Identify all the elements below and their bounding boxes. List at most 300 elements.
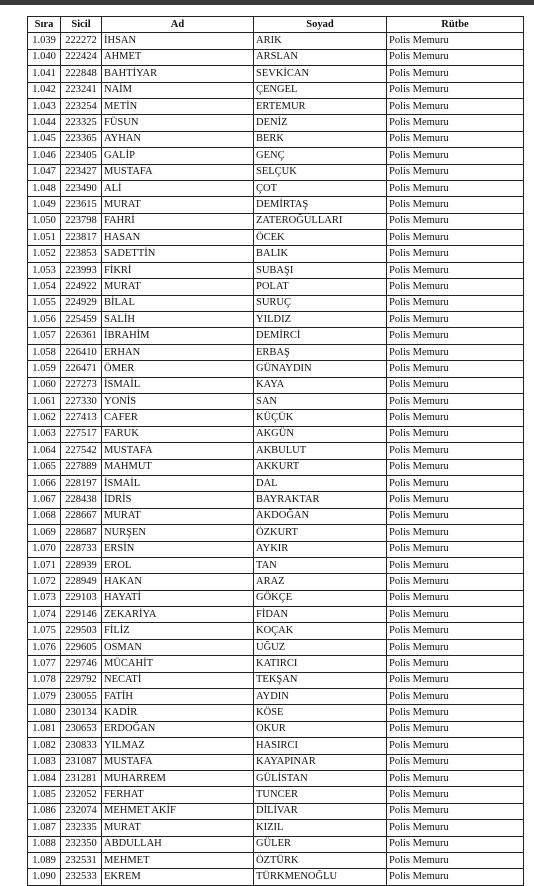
cell-sicil: 223325 [61,115,102,131]
cell-soyad: BALIK [254,246,387,262]
cell-rutbe: Polis Memuru [387,262,524,278]
cell-sira: 1.080 [28,705,61,721]
cell-soyad: SEVKİCAN [254,66,387,82]
table-row [28,98,524,114]
table-row [28,443,524,459]
header-ad: Ad [102,17,254,33]
cell-soyad: ARAZ [254,574,387,590]
cell-sicil: 229503 [61,623,102,639]
cell-soyad: TUNCER [254,787,387,803]
cell-rutbe: Polis Memuru [387,639,524,655]
table-row [28,213,524,229]
cell-rutbe: Polis Memuru [387,574,524,590]
cell-sicil: 224922 [61,279,102,295]
cell-sicil: 228733 [61,541,102,557]
cell-ad: YILMAZ [102,738,254,754]
cell-sicil: 230833 [61,738,102,754]
cell-sira: 1.067 [28,492,61,508]
cell-sicil: 227330 [61,393,102,409]
table-row [28,803,524,819]
cell-sira: 1.042 [28,82,61,98]
cell-sicil: 229146 [61,607,102,623]
cell-soyad: OKUR [254,721,387,737]
cell-sira: 1.048 [28,180,61,196]
table-row [28,623,524,639]
cell-sira: 1.068 [28,508,61,524]
cell-soyad: SAN [254,393,387,409]
cell-soyad: YILDIZ [254,312,387,328]
cell-rutbe: Polis Memuru [387,623,524,639]
table-row [28,361,524,377]
cell-rutbe: Polis Memuru [387,738,524,754]
cell-rutbe: Polis Memuru [387,180,524,196]
cell-sira: 1.084 [28,770,61,786]
cell-sicil: 223405 [61,148,102,164]
cell-ad: YONİS [102,393,254,409]
table-row [28,82,524,98]
cell-ad: ERSİN [102,541,254,557]
cell-rutbe: Polis Memuru [387,836,524,852]
table-row [28,689,524,705]
cell-sira: 1.045 [28,131,61,147]
table-row [28,197,524,213]
table-row [28,656,524,672]
cell-rutbe: Polis Memuru [387,344,524,360]
cell-rutbe: Polis Memuru [387,705,524,721]
cell-sira: 1.081 [28,721,61,737]
cell-sicil: 222848 [61,66,102,82]
cell-ad: EROL [102,557,254,573]
cell-sira: 1.047 [28,164,61,180]
table-row [28,820,524,836]
cell-sira: 1.057 [28,328,61,344]
cell-sicil: 229103 [61,590,102,606]
cell-soyad: AKBULUT [254,443,387,459]
cell-rutbe: Polis Memuru [387,869,524,885]
table-row [28,393,524,409]
cell-ad: ERDOĞAN [102,721,254,737]
cell-sicil: 230134 [61,705,102,721]
cell-sicil: 223993 [61,262,102,278]
cell-rutbe: Polis Memuru [387,689,524,705]
cell-sira: 1.046 [28,148,61,164]
cell-sicil: 223254 [61,98,102,114]
table-row [28,754,524,770]
cell-soyad: ERBAŞ [254,344,387,360]
cell-soyad: SUBAŞI [254,262,387,278]
cell-sicil: 227413 [61,410,102,426]
table-row [28,787,524,803]
cell-sicil: 225459 [61,312,102,328]
cell-ad: CAFER [102,410,254,426]
cell-soyad: KAYA [254,377,387,393]
cell-rutbe: Polis Memuru [387,279,524,295]
cell-soyad: POLAT [254,279,387,295]
table-row [28,279,524,295]
cell-sira: 1.075 [28,623,61,639]
cell-rutbe: Polis Memuru [387,672,524,688]
table-row [28,33,524,49]
table-row [28,705,524,721]
table-body [28,33,524,885]
cell-soyad: TÜRKMENOĞLU [254,869,387,885]
cell-sira: 1.054 [28,279,61,295]
cell-rutbe: Polis Memuru [387,164,524,180]
cell-ad: MUSTAFA [102,164,254,180]
cell-ad: MUHARREM [102,770,254,786]
cell-sira: 1.074 [28,607,61,623]
cell-sicil: 224929 [61,295,102,311]
cell-rutbe: Polis Memuru [387,721,524,737]
cell-sicil: 229605 [61,639,102,655]
cell-rutbe: Polis Memuru [387,852,524,868]
table-row [28,525,524,541]
cell-ad: MEHMET AKİF [102,803,254,819]
cell-sicil: 232052 [61,787,102,803]
cell-rutbe: Polis Memuru [387,131,524,147]
cell-rutbe: Polis Memuru [387,295,524,311]
table-row [28,295,524,311]
table-row [28,377,524,393]
cell-ad: METİN [102,98,254,114]
table-row [28,459,524,475]
cell-sicil: 232533 [61,869,102,885]
cell-sira: 1.090 [28,869,61,885]
cell-ad: ÖMER [102,361,254,377]
cell-rutbe: Polis Memuru [387,557,524,573]
cell-ad: MURAT [102,820,254,836]
cell-ad: HAKAN [102,574,254,590]
cell-soyad: BERK [254,131,387,147]
cell-rutbe: Polis Memuru [387,754,524,770]
cell-sira: 1.051 [28,230,61,246]
cell-ad: HASAN [102,230,254,246]
cell-sira: 1.089 [28,852,61,868]
cell-sira: 1.077 [28,656,61,672]
cell-ad: GALİP [102,148,254,164]
cell-soyad: KATIRCI [254,656,387,672]
personnel-table [27,16,524,886]
cell-sira: 1.066 [28,475,61,491]
cell-ad: İHSAN [102,33,254,49]
cell-rutbe: Polis Memuru [387,328,524,344]
cell-ad: ZEKARİYA [102,607,254,623]
cell-soyad: ERTEMUR [254,98,387,114]
table-row [28,246,524,262]
table-row [28,49,524,65]
table-row [28,738,524,754]
cell-ad: ERHAN [102,344,254,360]
cell-rutbe: Polis Memuru [387,443,524,459]
cell-rutbe: Polis Memuru [387,98,524,114]
cell-soyad: KAYAPINAR [254,754,387,770]
cell-rutbe: Polis Memuru [387,410,524,426]
cell-sira: 1.088 [28,836,61,852]
cell-sicil: 228438 [61,492,102,508]
cell-rutbe: Polis Memuru [387,33,524,49]
cell-rutbe: Polis Memuru [387,213,524,229]
table-row [28,492,524,508]
cell-sicil: 223798 [61,213,102,229]
cell-sira: 1.053 [28,262,61,278]
cell-soyad: AYKIR [254,541,387,557]
cell-sira: 1.043 [28,98,61,114]
cell-sicil: 227273 [61,377,102,393]
table-row [28,836,524,852]
cell-ad: NECATİ [102,672,254,688]
cell-soyad: GÜLİSTAN [254,770,387,786]
cell-soyad: AKGÜN [254,426,387,442]
table-row [28,410,524,426]
cell-ad: OSMAN [102,639,254,655]
cell-sicil: 230055 [61,689,102,705]
table-row [28,541,524,557]
cell-sira: 1.061 [28,393,61,409]
cell-sicil: 222424 [61,49,102,65]
cell-soyad: SURUÇ [254,295,387,311]
cell-soyad: BAYRAKTAR [254,492,387,508]
table-row [28,770,524,786]
table-header-row [28,17,524,33]
cell-sira: 1.050 [28,213,61,229]
table-row [28,344,524,360]
cell-ad: MEHMET [102,852,254,868]
cell-soyad: ARSLAN [254,49,387,65]
table-row [28,230,524,246]
cell-ad: HAYATİ [102,590,254,606]
cell-sicil: 232350 [61,836,102,852]
cell-sira: 1.058 [28,344,61,360]
cell-ad: ALİ [102,180,254,196]
cell-rutbe: Polis Memuru [387,508,524,524]
cell-sicil: 226410 [61,344,102,360]
cell-soyad: KIZIL [254,820,387,836]
cell-rutbe: Polis Memuru [387,148,524,164]
cell-soyad: SELÇUK [254,164,387,180]
cell-sicil: 228949 [61,574,102,590]
cell-soyad: GÖKÇE [254,590,387,606]
cell-ad: İDRİS [102,492,254,508]
header-rutbe: Rütbe [387,17,524,33]
cell-rutbe: Polis Memuru [387,803,524,819]
cell-soyad: DEMİRCİ [254,328,387,344]
cell-sicil: 232531 [61,852,102,868]
cell-sicil: 222272 [61,33,102,49]
cell-sicil: 230653 [61,721,102,737]
cell-sira: 1.063 [28,426,61,442]
table-row [28,869,524,885]
cell-ad: FİLİZ [102,623,254,639]
cell-rutbe: Polis Memuru [387,770,524,786]
table-row [28,574,524,590]
cell-ad: AYHAN [102,131,254,147]
cell-sicil: 229746 [61,656,102,672]
cell-sicil: 226361 [61,328,102,344]
cell-sicil: 226471 [61,361,102,377]
table-row [28,180,524,196]
cell-rutbe: Polis Memuru [387,492,524,508]
cell-soyad: GÜLER [254,836,387,852]
table-row [28,312,524,328]
table-row [28,672,524,688]
table-row [28,148,524,164]
cell-ad: KADİR [102,705,254,721]
cell-sira: 1.044 [28,115,61,131]
cell-ad: ABDULLAH [102,836,254,852]
cell-ad: AHMET [102,49,254,65]
cell-sicil: 227542 [61,443,102,459]
cell-sira: 1.040 [28,49,61,65]
cell-soyad: ÇOT [254,180,387,196]
cell-sira: 1.055 [28,295,61,311]
table-row [28,426,524,442]
cell-sicil: 229792 [61,672,102,688]
cell-sira: 1.086 [28,803,61,819]
cell-soyad: AYDIN [254,689,387,705]
table-row [28,721,524,737]
cell-rutbe: Polis Memuru [387,361,524,377]
table-row [28,590,524,606]
cell-ad: MUSTAFA [102,443,254,459]
cell-sicil: 223615 [61,197,102,213]
cell-sicil: 223853 [61,246,102,262]
cell-sira: 1.039 [28,33,61,49]
table-row [28,557,524,573]
cell-rutbe: Polis Memuru [387,66,524,82]
cell-soyad: KOÇAK [254,623,387,639]
cell-ad: NAİM [102,82,254,98]
cell-sira: 1.072 [28,574,61,590]
cell-sira: 1.083 [28,754,61,770]
cell-soyad: TAN [254,557,387,573]
cell-ad: İBRAHİM [102,328,254,344]
table-row [28,607,524,623]
table-row [28,639,524,655]
cell-rutbe: Polis Memuru [387,246,524,262]
cell-soyad: ARIK [254,33,387,49]
cell-ad: BAHTİYAR [102,66,254,82]
cell-sira: 1.041 [28,66,61,82]
cell-rutbe: Polis Memuru [387,393,524,409]
cell-sira: 1.070 [28,541,61,557]
header-sira: Sıra [28,17,61,33]
table-row [28,262,524,278]
cell-rutbe: Polis Memuru [387,525,524,541]
cell-rutbe: Polis Memuru [387,607,524,623]
cell-sira: 1.056 [28,312,61,328]
cell-ad: İSMAİL [102,475,254,491]
cell-soyad: ÇENGEL [254,82,387,98]
cell-sira: 1.069 [28,525,61,541]
cell-soyad: FİDAN [254,607,387,623]
cell-rutbe: Polis Memuru [387,426,524,442]
cell-sira: 1.059 [28,361,61,377]
cell-ad: FÜSUN [102,115,254,131]
cell-rutbe: Polis Memuru [387,656,524,672]
cell-sicil: 228939 [61,557,102,573]
cell-sicil: 223817 [61,230,102,246]
cell-ad: FİKRİ [102,262,254,278]
cell-ad: FERHAT [102,787,254,803]
cell-sira: 1.049 [28,197,61,213]
cell-ad: FATİH [102,689,254,705]
cell-ad: FARUK [102,426,254,442]
cell-sicil: 231281 [61,770,102,786]
cell-sicil: 228687 [61,525,102,541]
table-row [28,131,524,147]
cell-ad: MURAT [102,197,254,213]
cell-rutbe: Polis Memuru [387,49,524,65]
header-soyad: Soyad [254,17,387,33]
cell-rutbe: Polis Memuru [387,312,524,328]
cell-soyad: ÖCEK [254,230,387,246]
cell-rutbe: Polis Memuru [387,541,524,557]
cell-sira: 1.076 [28,639,61,655]
table-row [28,164,524,180]
table-row [28,852,524,868]
cell-soyad: HASIRCI [254,738,387,754]
cell-sira: 1.079 [28,689,61,705]
table-row [28,475,524,491]
cell-soyad: KÜÇÜK [254,410,387,426]
cell-ad: MÜCAHİT [102,656,254,672]
cell-rutbe: Polis Memuru [387,230,524,246]
cell-rutbe: Polis Memuru [387,475,524,491]
cell-rutbe: Polis Memuru [387,590,524,606]
cell-sicil: 228667 [61,508,102,524]
cell-sira: 1.065 [28,459,61,475]
header-sicil: Sicil [61,17,102,33]
cell-rutbe: Polis Memuru [387,820,524,836]
cell-sicil: 232074 [61,803,102,819]
cell-ad: BİLAL [102,295,254,311]
cell-ad: MURAT [102,279,254,295]
cell-soyad: GÜNAYDIN [254,361,387,377]
cell-rutbe: Polis Memuru [387,787,524,803]
cell-sira: 1.060 [28,377,61,393]
table-row [28,508,524,524]
cell-ad: MURAT [102,508,254,524]
cell-sicil: 227517 [61,426,102,442]
cell-rutbe: Polis Memuru [387,459,524,475]
cell-soyad: DAL [254,475,387,491]
cell-rutbe: Polis Memuru [387,197,524,213]
cell-sicil: 227889 [61,459,102,475]
cell-sira: 1.078 [28,672,61,688]
cell-ad: EKREM [102,869,254,885]
cell-ad: FAHRİ [102,213,254,229]
cell-sira: 1.087 [28,820,61,836]
cell-sicil: 223427 [61,164,102,180]
cell-sicil: 231087 [61,754,102,770]
top-border-bar [0,0,534,5]
cell-sicil: 228197 [61,475,102,491]
cell-rutbe: Polis Memuru [387,115,524,131]
cell-soyad: DEMİRTAŞ [254,197,387,213]
cell-soyad: DİLİVAR [254,803,387,819]
cell-soyad: ZATEROĞULLARI [254,213,387,229]
cell-soyad: ÖZTÜRK [254,852,387,868]
cell-soyad: UĞUZ [254,639,387,655]
cell-sira: 1.052 [28,246,61,262]
table-row [28,328,524,344]
cell-ad: SALİH [102,312,254,328]
cell-soyad: ÖZKURT [254,525,387,541]
cell-soyad: DENİZ [254,115,387,131]
cell-rutbe: Polis Memuru [387,377,524,393]
cell-ad: İSMAİL [102,377,254,393]
cell-sira: 1.071 [28,557,61,573]
